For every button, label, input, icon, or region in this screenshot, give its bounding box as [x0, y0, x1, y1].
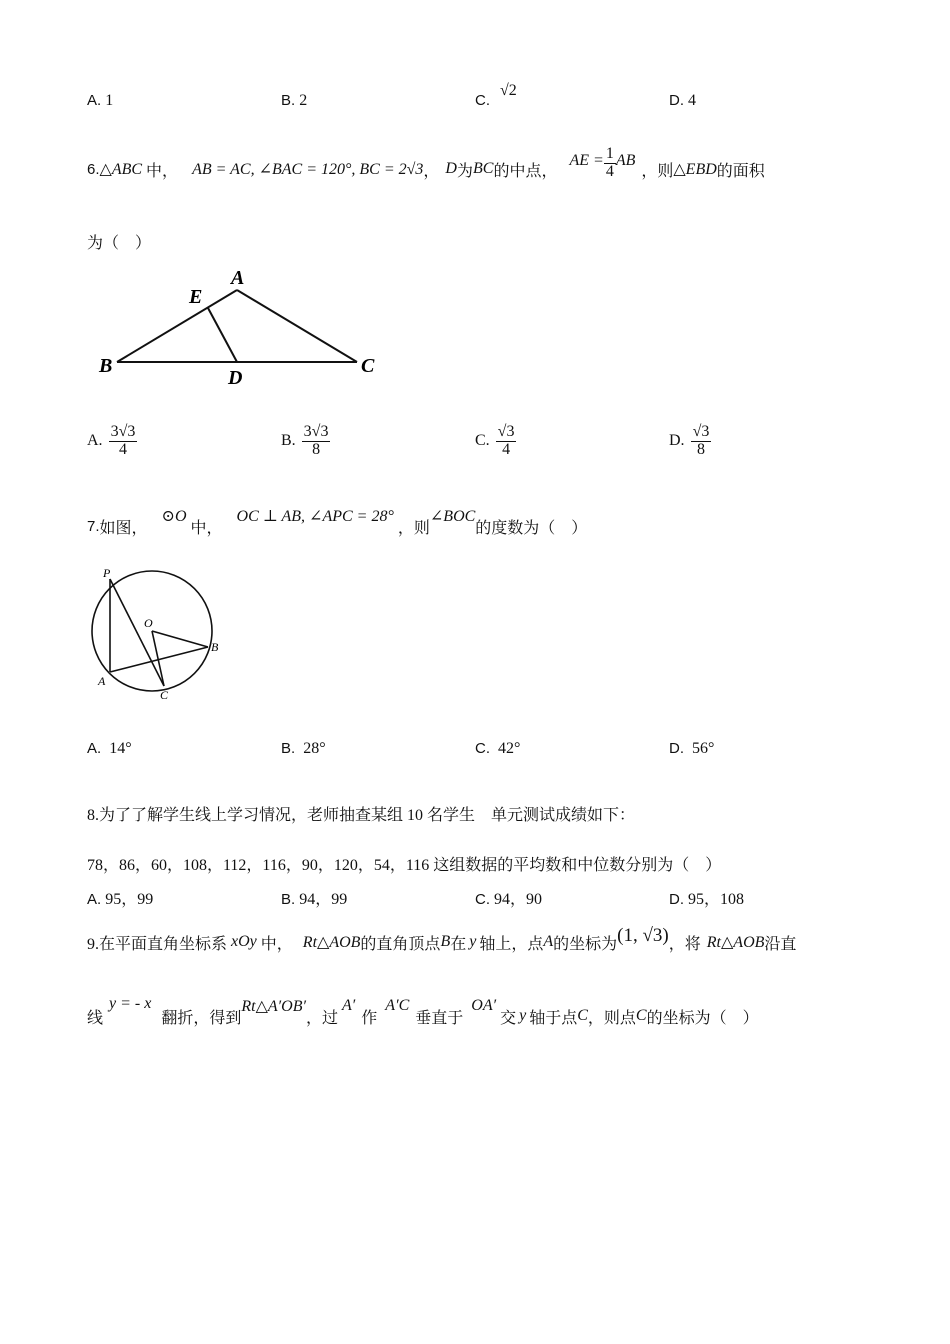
option-value: 95，108 [688, 891, 745, 908]
option-value: 28° [303, 740, 326, 757]
fraction-denominator: 4 [605, 162, 614, 180]
stem-text: 沿直 [764, 935, 797, 953]
option-label: B. [281, 432, 296, 450]
stem-text: 中， [190, 519, 223, 537]
option-value: √2 [500, 82, 517, 99]
stem-text: ， [423, 162, 440, 180]
q6-option-d [669, 424, 711, 459]
point-a: A [543, 933, 554, 950]
option-fraction [691, 424, 712, 459]
q8-option-c [475, 886, 542, 909]
fraction-denominator: 8 [696, 440, 705, 458]
q6-stem-line1 [87, 146, 765, 192]
coordinate-a: (1, √3) [617, 925, 669, 946]
stem-text: 如图， [99, 519, 148, 537]
stem-text: ，则 [397, 519, 430, 537]
side-ac [237, 290, 357, 362]
side-ba [117, 290, 237, 362]
option-value: 4 [688, 92, 696, 109]
q7-stem [87, 506, 587, 546]
q6-option-c [475, 424, 516, 459]
segment-oa-prime: OA′ [471, 997, 497, 1014]
option-value: 1 [105, 92, 114, 109]
option-label: D. [669, 432, 685, 450]
fraction-denominator: 4 [118, 440, 127, 458]
triangle-ebd: △EBD [673, 161, 717, 178]
point-c: C [635, 1007, 647, 1024]
point-b: B [440, 933, 451, 950]
fraction-numerator: 3√3 [110, 423, 136, 440]
triangle-rt-aob: Rt△AOB [302, 934, 361, 951]
fraction-denominator: 8 [312, 440, 321, 458]
y-axis-var: y [469, 933, 477, 950]
q9-stem-line2 [87, 996, 759, 1036]
q6-stem-line2: 为（ ） [87, 235, 152, 252]
q5-option-c [475, 82, 517, 109]
option-fraction [109, 424, 138, 459]
stem-text: 中， [260, 935, 293, 953]
option-label: A. [87, 92, 102, 109]
fraction-one-quarter [604, 146, 616, 181]
stem-text: 的度数为（ ） [475, 519, 588, 537]
label-e: E [189, 286, 203, 308]
triangle-rt-a-prime-ob-prime: Rt△A′OB′ [241, 998, 306, 1015]
triangle-abc: △ABC [99, 161, 143, 178]
option-value: 94，90 [494, 891, 543, 908]
q7-option-b [281, 740, 326, 758]
q8-stem-line2: 78，86，60，108，112，116，90，120，54，116 这组数据的平均数和中位数分别为（ ） [87, 857, 722, 874]
q8-option-b [281, 886, 347, 909]
label-d: D [228, 367, 243, 389]
stem-text: 交 [500, 1009, 517, 1027]
option-label: B. [281, 891, 296, 908]
point-d: D [445, 160, 457, 177]
circle-o: ⊙O [161, 508, 187, 525]
stem-text: ，则点 [587, 1009, 636, 1027]
option-label: D. [669, 740, 684, 757]
segment-ab: AB [615, 152, 636, 169]
point-a-prime: A′ [342, 997, 356, 1014]
label-b: B [99, 355, 113, 377]
label-c: C [361, 355, 375, 377]
option-fraction [302, 424, 331, 459]
q6-option-a [87, 424, 137, 459]
option-label: D. [669, 92, 684, 109]
stem-text: ，过 [305, 1009, 338, 1027]
ae-equation: AE = [569, 152, 604, 169]
stem-text: 为 [456, 162, 473, 180]
stem-text: 的中点， [493, 162, 558, 180]
label-a: A [231, 267, 245, 289]
question-number: 6. [87, 160, 100, 178]
q7-option-d [669, 740, 714, 758]
segment-a-prime-c: A′C [385, 997, 410, 1014]
stem-text: 轴上，点 [479, 935, 544, 953]
option-value: 95，99 [105, 891, 154, 908]
option-value: 42° [498, 740, 521, 757]
q5-option-d [669, 92, 696, 110]
stem-text: 的坐标为 [553, 935, 618, 953]
fraction-denominator: 4 [502, 440, 511, 458]
point-c: C [577, 1007, 588, 1024]
option-label: C. [475, 432, 490, 450]
stem-text: 垂直于 [415, 1009, 464, 1027]
stem-text: 在 [450, 935, 467, 953]
option-value: 94，99 [299, 891, 348, 908]
stem-text: 的直角顶点 [360, 935, 441, 953]
radius-ob [152, 631, 208, 647]
stem-text: ，将 [668, 935, 701, 953]
line-equation: y = - x [109, 995, 152, 1012]
option-label: A. [87, 432, 103, 450]
option-label: D. [669, 891, 684, 908]
option-value: 2 [299, 92, 308, 109]
stem-text: 线 [87, 1009, 104, 1027]
stem-text: 翻折，得到 [161, 1009, 242, 1027]
stem-text: 的坐标为（ ） [646, 1009, 759, 1027]
option-label: C. [475, 891, 490, 908]
option-fraction [496, 424, 517, 459]
q7-option-a [87, 740, 132, 758]
option-value: 14° [109, 740, 132, 757]
stem-text: 作 [361, 1009, 378, 1027]
option-label: C. [475, 740, 490, 757]
q6-triangle-figure [95, 262, 395, 392]
label-c: C [160, 688, 169, 702]
option-label: A. [87, 740, 102, 757]
q9-stem-line1 [87, 922, 796, 962]
fraction-numerator: √3 [692, 423, 710, 440]
option-label: C. [475, 92, 490, 109]
stem-text: 中， [146, 162, 179, 180]
angle-boc: ∠BOC [429, 508, 476, 525]
q7-circle-figure [90, 565, 230, 705]
label-a: A [98, 674, 106, 688]
plane-xoy: xOy [231, 933, 257, 950]
option-label: B. [281, 92, 296, 109]
condition: AB = AC, ∠BAC = 120°, BC = 2√3 [192, 161, 424, 178]
segment-bc: BC [473, 160, 494, 177]
q6-option-b [281, 424, 330, 459]
stem-text: 轴于点 [529, 1009, 578, 1027]
triangle-rt-aob: Rt△AOB [706, 934, 765, 951]
option-value: 56° [692, 740, 715, 757]
q8-option-a [87, 886, 153, 909]
label-b: B [211, 640, 219, 654]
label-o: O [144, 616, 153, 630]
q5-option-a [87, 92, 113, 110]
q5-option-b [281, 92, 307, 110]
segment-ed [208, 308, 237, 362]
fraction-numerator: 3√3 [303, 423, 329, 440]
option-label: B. [281, 740, 296, 757]
fraction-numerator: 1 [605, 144, 614, 162]
condition: OC ⊥ AB, ∠APC = 28° [236, 508, 394, 525]
q7-option-c [475, 740, 520, 758]
q8-option-d [669, 886, 744, 909]
stem-text: 9.在平面直角坐标系 [87, 935, 228, 953]
stem-text: ，则 [641, 162, 674, 180]
y-axis-var: y [519, 1007, 527, 1024]
stem-text: 的面积 [716, 162, 765, 180]
option-label: A. [87, 891, 102, 908]
question-number: 7. [87, 517, 100, 535]
label-p: P [103, 566, 111, 580]
q8-stem-line1: 8.为了了解学生线上学习情况，老师抽查某组 10 名学生 单元测试成绩如下： [87, 807, 636, 824]
fraction-numerator: √3 [497, 423, 515, 440]
